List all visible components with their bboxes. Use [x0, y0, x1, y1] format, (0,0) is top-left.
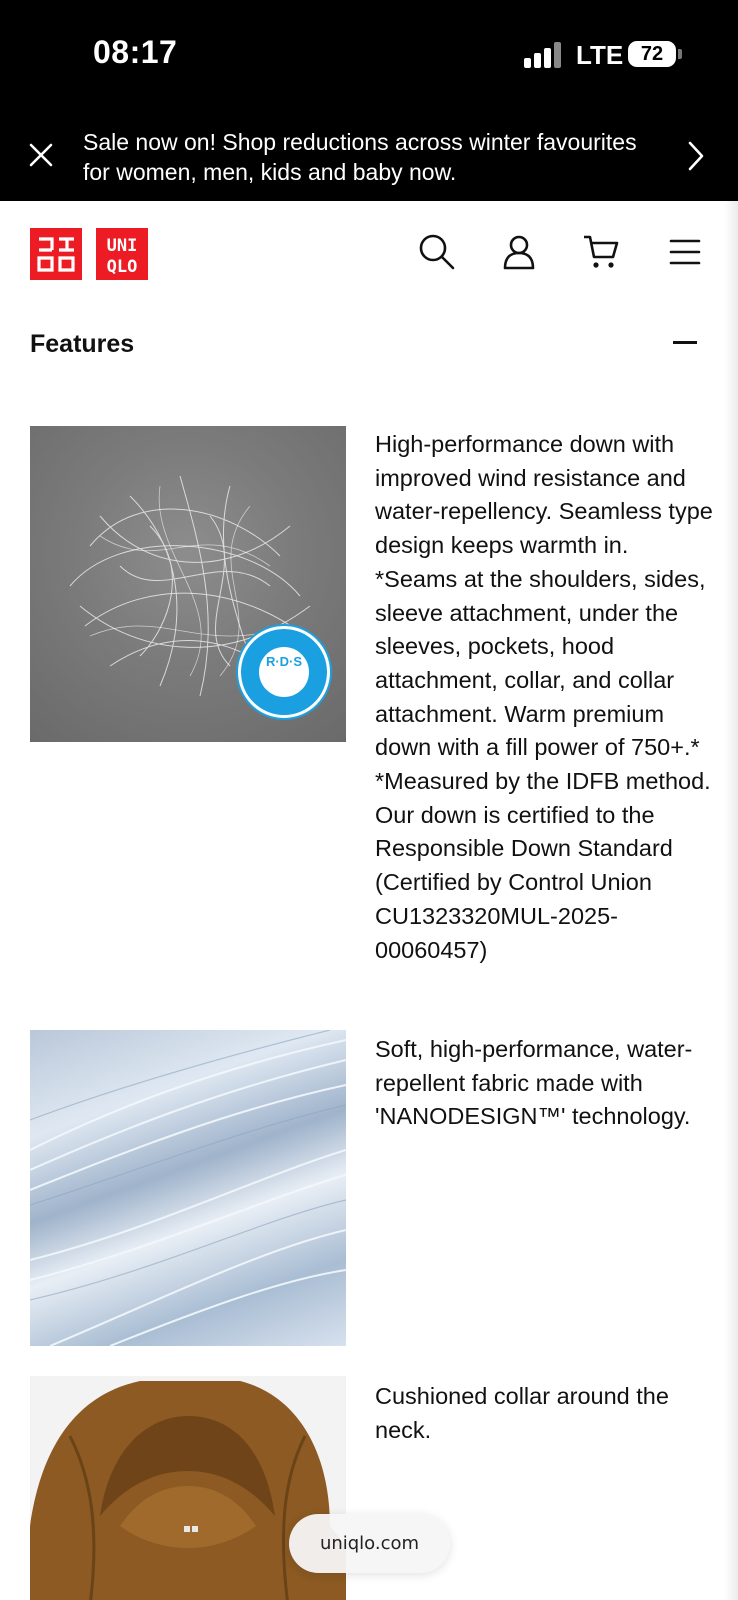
logo-latin-mark — [96, 228, 148, 280]
promo-text[interactable]: Sale now on! Shop reductions across winter favourites for women, men, kids and baby now. — [83, 129, 637, 185]
logo-katakana-mark — [30, 228, 82, 280]
account-icon[interactable] — [500, 233, 538, 271]
site-header — [0, 201, 738, 301]
logo-katakana — [30, 228, 82, 280]
fabric-image — [30, 1030, 346, 1346]
feature-text: Soft, high-performance, water-repellent fabric made with 'NANODESIGN™' technology. — [375, 1036, 693, 1130]
uniqlo-logo[interactable] — [30, 228, 148, 280]
feature-text: High-performance down with improved wind resistance and water-repellency. Seamless type design keeps warmth in. *Seams at the shoulders, sides, sleeve attachment, under the sleeves, pockets, hood attachment, collar, and collar attachment. Warm premium down with a fill power of 750+.* *Measured by the IDFB method. Our down is certified to the Responsible Down Standard (Certified by Control Union CU1323320MUL-2025-00060457) — [375, 431, 713, 963]
battery-icon: 72 — [628, 41, 676, 67]
jacket-collar-image — [30, 1376, 346, 1600]
signal-icon — [524, 42, 564, 68]
network-type: LTE — [576, 40, 624, 70]
chevron-right-icon[interactable] — [686, 140, 706, 172]
status-time: 08:17 — [93, 34, 178, 70]
rds-badge — [238, 626, 330, 718]
feature-text: Cushioned collar around the neck. — [375, 1383, 669, 1443]
down-feathers-image — [30, 426, 346, 742]
logo-text-qlo: QLO — [106, 257, 138, 277]
battery-cap — [678, 49, 682, 59]
minus-icon[interactable] — [673, 341, 697, 344]
fabric-threads — [30, 1030, 346, 1346]
logo-latin — [96, 228, 148, 280]
logo-text-uni: UNI — [106, 236, 138, 256]
rds-badge-text: R·D·S — [259, 647, 309, 697]
menu-icon[interactable] — [666, 233, 704, 271]
promo-banner[interactable] — [0, 110, 738, 201]
cart-icon[interactable] — [582, 233, 620, 271]
features-title[interactable]: Features — [30, 330, 135, 358]
close-icon[interactable] — [28, 142, 54, 168]
url-pill[interactable]: uniqlo.com — [289, 1514, 450, 1573]
jacket-shape — [30, 1376, 346, 1600]
status-bar — [0, 0, 738, 110]
search-icon[interactable] — [418, 233, 456, 271]
scroll-edge-shadow — [724, 201, 738, 1600]
